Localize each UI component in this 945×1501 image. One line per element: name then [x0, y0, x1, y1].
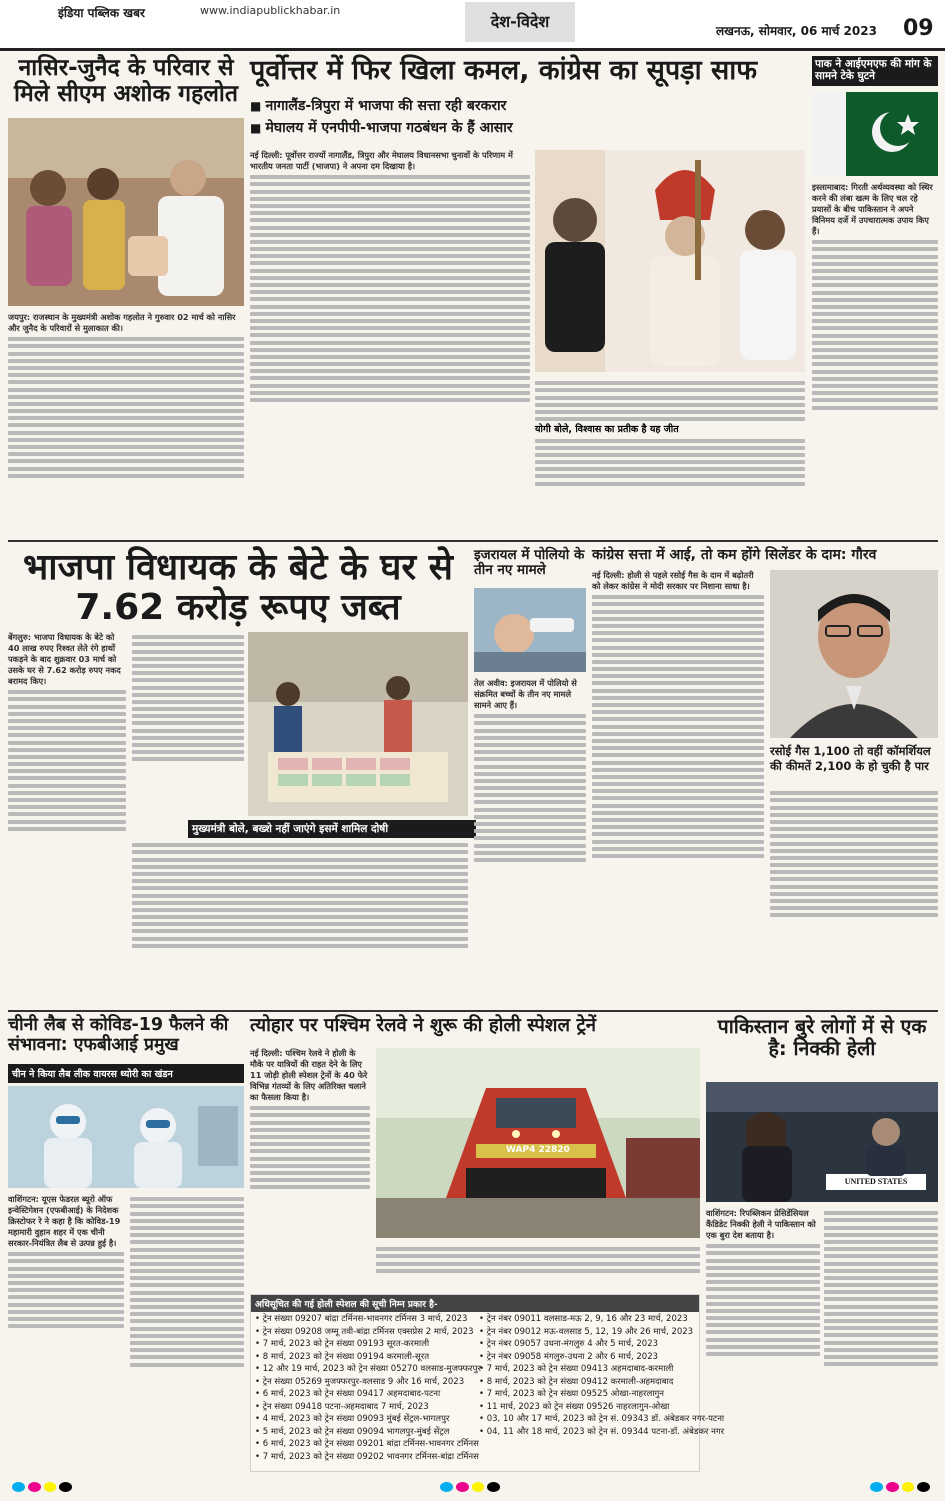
- story-body: [8, 312, 244, 534]
- lab-workers-photo: [8, 1086, 244, 1188]
- paper-url[interactable]: www.indiapublickhabar.in: [200, 4, 341, 17]
- bullet-1: ■ नागालैंड-त्रिपुरा में भाजपा की सत्ता रही बरकरार: [250, 96, 506, 115]
- list-item: • 8 मार्च, 2023 को ट्रेन संख्या 09412 करमाली-अहमदाबाद: [479, 1376, 695, 1389]
- magenta-mark: [456, 1482, 469, 1492]
- story-lead: तेल अवीव: इजरायल में पोलियो से संक्रमित बच्चों के तीन नए मामले सामने आए हैं।: [474, 678, 577, 710]
- yellow-mark: [44, 1482, 57, 1492]
- story-headline: इजरायल में पोलियो के तीन नए मामले: [474, 547, 585, 579]
- list-item: • 11 मार्च, 2023 को ट्रेन संख्या 09526 नाहरलागुन-ओखा: [479, 1401, 695, 1414]
- list-item: • ट्रेन संख्या 05269 मुजफ्फरपुर-वलसाड 9 और 16 मार्च, 2023: [255, 1376, 475, 1389]
- gaurav-vallabh-photo: [770, 570, 938, 738]
- list-item: • 04, 11 और 18 मार्च, 2023 को ट्रेन सं. 09344 पटना-डॉ. अंबेडकर नगर: [479, 1426, 695, 1439]
- list-item: • ट्रेन नंबर 09011 वलसाड-मऊ 2, 9, 16 और 23 मार्च, 2023: [479, 1313, 695, 1326]
- story-headline: कांग्रेस सत्ता में आई, तो कम होंगे सिलेंडर के दाम: गौरव: [592, 547, 877, 563]
- story-headline: नासिर-जुनैद के परिवार से मिले सीएम अशोक गहलोत: [14, 55, 238, 107]
- list-col-right: [479, 1313, 725, 1438]
- cyan-mark: [870, 1482, 883, 1492]
- list-title: अधिसूचित की गई होली स्पेशल की सूची निम्न प्रकार है-: [251, 1295, 699, 1312]
- list-item: • ट्रेन संख्या 09207 बांद्रा टर्मिनस-भावनगर टर्मिनस 3 मार्च, 2023: [255, 1313, 475, 1326]
- list-item: • 6 मार्च, 2023 को ट्रेन संख्या 09417 अहमदाबाद-पटना: [255, 1388, 475, 1401]
- page-number: 09: [903, 16, 934, 41]
- polio-drops-photo: [474, 588, 586, 672]
- story-body: [812, 182, 938, 534]
- story-body-2: [132, 632, 244, 832]
- story-northeast: [250, 56, 805, 534]
- haley-un-photo: [706, 1082, 938, 1202]
- magenta-mark: [886, 1482, 899, 1492]
- story-gehlot: [8, 56, 244, 534]
- gehlot-meeting-photo: [8, 118, 244, 306]
- cyan-mark: [12, 1482, 25, 1492]
- loco-number: WAP4 22820: [506, 1145, 570, 1155]
- story-headline: पाकिस्तान बुरे लोगों में से एक है: निक्की हेली: [717, 1015, 927, 1060]
- story-body: [8, 1194, 124, 1472]
- list-item: • 12 और 19 मार्च, 2023 को ट्रेन संख्या 05270 वलसाड-मुजफ्फरपुर: [255, 1363, 475, 1376]
- list-item: • ट्रेन संख्या 09418 पटना-अहमदाबाद 7 मार्च, 2023: [255, 1401, 475, 1414]
- story-body-3: [132, 840, 468, 1005]
- story-fbi-covid: [8, 1016, 244, 1472]
- print-marks-right: [870, 1482, 930, 1492]
- divider: [8, 540, 938, 542]
- story-lead: नई दिल्ली: पश्चिम रेलवे ने होली के मौके पर यात्रियों की राहत देने के लिए 11 जोड़ी होली स्पेशल ट्रेनों के 40 फेरे विभिन्न गंतव्यों के लिए अतिरिक्त चलाने का फैसला किया है।: [250, 1048, 368, 1102]
- sub-headline: योगी बोले, विश्वास का प्रतीक है यह जीत: [535, 424, 679, 436]
- story-headline: चीनी लैब से कोविड-19 फैलने की संभावना: एफबीआई प्रमुख: [8, 1015, 229, 1055]
- story-body: [592, 570, 764, 1005]
- story-nikki-haley: [706, 1016, 938, 1472]
- black-mark: [59, 1482, 72, 1492]
- story-pakistan-imf: [812, 56, 938, 534]
- dateline: लखनऊ, सोमवार, 06 मार्च 2023: [716, 24, 877, 38]
- story-israel-polio: [474, 548, 586, 1005]
- story-body: [706, 1208, 820, 1472]
- story-body-2: [376, 1244, 700, 1288]
- story-lead: जयपुर: राजस्थान के मुख्यमंत्री अशोक गहलोत ने गुरुवार 02 मार्च को नासिर और जुनैद के परिवारों से मुलाकात की।: [8, 312, 236, 333]
- story-lead: इस्लामाबाद: गिरती अर्थव्यवस्था को स्थिर करने की लंबा खत्म के लिए चल रहे प्रयासों के बीच पाकिस्तान ने अपने विनिमय दर्जे में उपचारात्मक उपाय किए हैं।: [812, 182, 933, 236]
- black-mark: [487, 1482, 500, 1492]
- list-item: • 7 मार्च, 2023 को ट्रेन संख्या 09202 भावनगर टर्मिनस-बांद्रा टर्मिनस: [255, 1451, 475, 1464]
- yellow-mark: [472, 1482, 485, 1492]
- un-placard: UNITED STATES: [844, 1177, 908, 1186]
- story-body-cont: [535, 378, 805, 534]
- story-body: [250, 150, 530, 534]
- paper-name: इंडिया पब्लिक खबर: [58, 6, 145, 20]
- list-item: • 5 मार्च, 2023 को ट्रेन संख्या 09094 भागलपुर-मुंबई सेंट्रल: [255, 1426, 475, 1439]
- story-holi-trains: [250, 1015, 725, 1472]
- cash-seizure-photo: [248, 632, 468, 816]
- list-item: • 7 मार्च, 2023 को ट्रेन संख्या 09193 सूरत-करमाली: [255, 1338, 475, 1351]
- section-label: देश-विदेश: [465, 2, 575, 42]
- story-headline: पाक ने आईएमएफ की मांग के सामने टेके घुटने: [812, 56, 938, 86]
- story-body: [474, 678, 586, 1005]
- list-item: • 4 मार्च, 2023 को ट्रेन संख्या 09093 मुंबई सेंट्रल-भागलपुर: [255, 1413, 475, 1426]
- yellow-mark: [902, 1482, 915, 1492]
- magenta-mark: [28, 1482, 41, 1492]
- story-lead: वाशिंगटन: यूएस फेडरल ब्यूरो ऑफ इन्वेस्टिगेशन (एफबीआई) के निदेशक क्रिस्टोफर रे ने कहा है कि कोविड-19 महामारी वुहान शहर में एक चीनी सरकार-नियंत्रित लैब से उत्पन्न हुई है।: [8, 1194, 121, 1248]
- print-marks-left: [12, 1482, 72, 1492]
- list-item: • 7 मार्च, 2023 को ट्रेन संख्या 09525 ओखा-नाहरलागुन: [479, 1388, 695, 1401]
- modi-ceremony-photo: [535, 150, 805, 372]
- list-item: • ट्रेन नंबर 09058 मंगलुरु-उधना 2 और 6 मार्च, 2023: [479, 1351, 695, 1364]
- story-body-2: [824, 1208, 938, 1472]
- cyan-mark: [440, 1482, 453, 1492]
- story-lead: नई दिल्ली: होली से पहले रसोई गैस के दाम में बढ़ोतरी को लेकर कांग्रेस ने मोदी सरकार पर निशाना साधा है।: [592, 570, 754, 591]
- story-lead: बेंगलुरु: भाजपा विधायक के बेटे को 40 लाख रुपए रिश्वत लेते रंगे हाथों पकड़ने के बाद शुक्रवार 03 मार्च को उसके घर से 7.62 करोड़ रुपए नकद बरामद किए।: [8, 632, 121, 686]
- story-lead: वाशिंगटन: रिपब्लिकन प्रेसिडेंसियल कैंडिडेट निक्की हेली ने पाकिस्तान को एक बुरा देश बताया है।: [706, 1208, 816, 1240]
- masthead-strip: [0, 0, 945, 51]
- photo-caption: रसोई गैस 1,100 तो वहीं कॉमर्शियल की कीमतें 2,100 के हो चुकी है पार: [770, 744, 931, 773]
- list-item: • 6 मार्च, 2023 को ट्रेन संख्या 09201 बांद्रा टर्मिनस-भावनगर टर्मिनस: [255, 1438, 475, 1451]
- story-body: [8, 632, 126, 1005]
- list-item: • 8 मार्च, 2023 को ट्रेन संख्या 09194 करमाली-सूरत: [255, 1351, 475, 1364]
- story-headline: भाजपा विधायक के बेटे के घर से 7.62 करोड़ रूपए जब्त: [23, 547, 453, 629]
- story-gaurav-cylinder: [592, 548, 938, 1005]
- print-marks-center: [440, 1482, 500, 1492]
- locomotive-photo: [376, 1048, 700, 1238]
- list-item: • 7 मार्च, 2023 को ट्रेन संख्या 09413 अहमदाबाद-करमाली: [479, 1363, 695, 1376]
- story-headline: त्योहार पर पश्चिम रेलवे ने शुरू की होली स्पेशल ट्रेनें: [250, 1015, 597, 1036]
- story-body-2: [770, 788, 938, 1005]
- list-item: • 03, 10 और 17 मार्च, 2023 को ट्रेन सं. 09343 डॉ. अंबेडकर नगर-पटना: [479, 1413, 695, 1426]
- bullet-2: ■ मेघालय में एनपीपी-भाजपा गठबंधन के हैं आसार: [250, 118, 513, 137]
- divider: [8, 1010, 938, 1012]
- story-bjp-mla: [8, 548, 468, 1005]
- story-body: [250, 1048, 370, 1288]
- black-mark: [917, 1482, 930, 1492]
- list-item: • ट्रेन संख्या 09208 जम्मू तवी-बांद्रा टर्मिनस एक्सप्रेस 2 मार्च, 2023: [255, 1326, 475, 1339]
- list-item: • ट्रेन नंबर 09057 उधना-मंगलुरु 4 और 5 मार्च, 2023: [479, 1338, 695, 1351]
- list-item: • ट्रेन नंबर 09012 मऊ-वलसाड 5, 12, 19 और 26 मार्च, 2023: [479, 1326, 695, 1339]
- story-lead: नई दिल्ली: पूर्वोत्तर राज्यों नागालैंड, त्रिपुरा और मेघालय विधानसभा चुनावों के परिणाम में भारतीय जनता पार्टी (भाजपा) ने अपना दम दिखाया है।: [250, 150, 513, 171]
- story-headline: पूर्वोत्तर में फिर खिला कमल, कांग्रेस का सूपड़ा साफ: [250, 55, 758, 86]
- story-body-2: [130, 1194, 244, 1472]
- pakistan-flag-photo: [812, 92, 938, 176]
- sub-headline: चीन ने किया लैब लीक वायरस थ्योरी का खंडन: [8, 1064, 244, 1083]
- photo-caption: मुख्यमंत्री बोले, बख्शे नहीं जाएंगे इसमें शामिल दोषी: [188, 820, 476, 838]
- special-trains-list: [250, 1294, 725, 1472]
- list-col-left: [255, 1313, 481, 1463]
